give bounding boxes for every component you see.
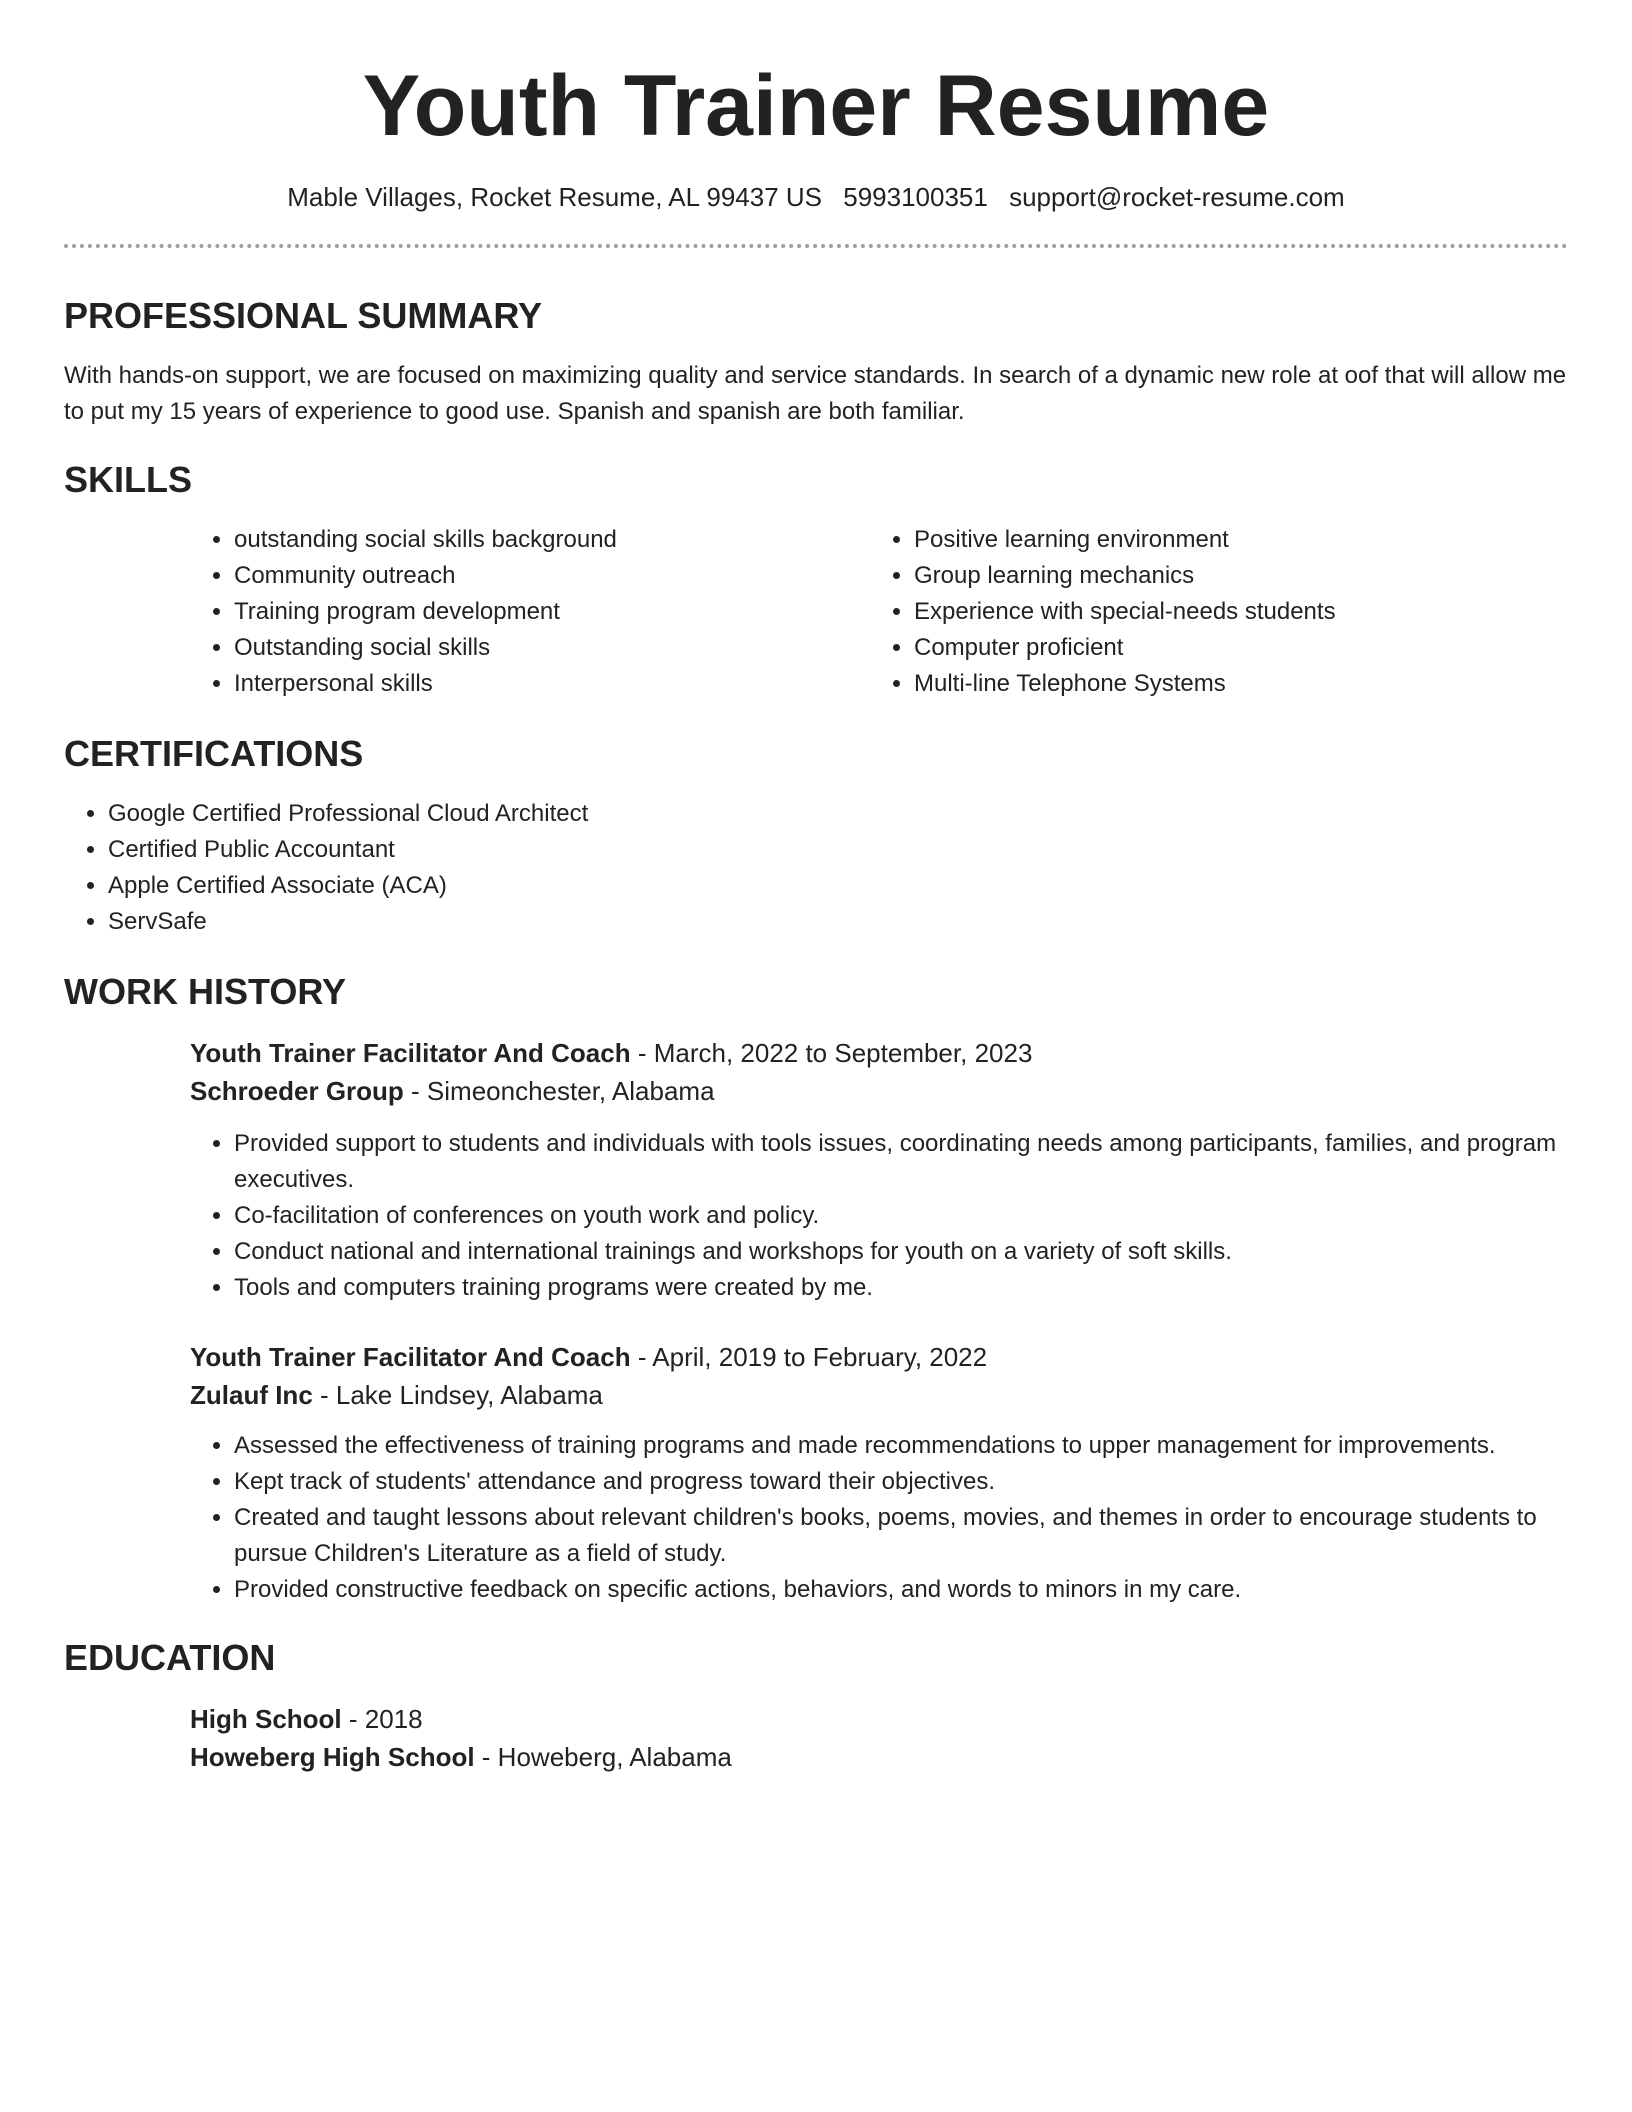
list-item: • Group learning mechanics	[914, 558, 1550, 594]
job-company-line	[190, 1376, 1568, 1414]
list-item: • Multi-line Telephone Systems	[914, 666, 1550, 702]
resume-title: Youth Trainer Resume	[362, 58, 1270, 154]
job-bullets	[190, 1126, 1568, 1306]
certifications-list	[64, 796, 1568, 940]
list-item: • Conduct national and international trainings and workshops for youth on a variety of soft skills.	[234, 1234, 1568, 1270]
list-item: • Created and taught lessons about relevant children's books, poems, movies, and themes in order to encourage students to pursue Children's Literature as a field of study.	[234, 1500, 1568, 1572]
job-title-line	[190, 1338, 1568, 1376]
list-item: • Training program development	[234, 594, 870, 630]
contact-email: support@rocket-resume.com	[1009, 182, 1345, 212]
job-location: - Simeonchester, Alabama	[403, 1076, 715, 1106]
education-location: - Howeberg, Alabama	[474, 1742, 732, 1772]
summary-text: With hands-on support, we are focused on maximizing quality and service standards. In search of a dynamic new role at oof that will allow me to put my 15 years of experience to good use. Spanish and spanish are both familiar.	[64, 362, 1567, 425]
skills-section	[64, 458, 1568, 702]
job-entry	[190, 1034, 1568, 1306]
education-school-line	[190, 1738, 1568, 1776]
education-entry	[190, 1700, 1568, 1776]
job-company: Schroeder Group	[190, 1076, 404, 1106]
skills-list-right	[870, 522, 1550, 702]
list-item: • Google Certified Professional Cloud Architect	[108, 796, 1568, 832]
certifications-heading: CERTIFICATIONS	[64, 733, 364, 774]
list-item: • Provided support to students and individuals with tools issues, coordinating needs among participants, families, and program executives.	[234, 1126, 1568, 1198]
skills-columns	[190, 522, 1568, 702]
job-entry	[190, 1338, 1568, 1608]
list-item: • Positive learning environment	[914, 522, 1550, 558]
job-dates: - April, 2019 to February, 2022	[630, 1342, 988, 1372]
list-item: • Experience with special-needs students	[914, 594, 1550, 630]
list-item: • Outstanding social skills	[234, 630, 870, 666]
job-role: Youth Trainer Facilitator And Coach	[190, 1342, 631, 1372]
job-company: Zulauf Inc	[190, 1380, 313, 1410]
education-heading: EDUCATION	[64, 1637, 276, 1678]
list-item: • Provided constructive feedback on specific actions, behaviors, and words to minors in my care.	[234, 1572, 1568, 1608]
education-school: Howeberg High School	[190, 1742, 475, 1772]
list-item: • Tools and computers training programs were created by me.	[234, 1270, 1568, 1306]
list-item: • Certified Public Accountant	[108, 832, 1568, 868]
list-item: • Apple Certified Associate (ACA)	[108, 868, 1568, 904]
list-item: • Interpersonal skills	[234, 666, 870, 702]
job-company-line	[190, 1072, 1568, 1110]
job-location: - Lake Lindsey, Alabama	[312, 1380, 603, 1410]
list-item: • Co-facilitation of conferences on youth work and policy.	[234, 1198, 1568, 1234]
job-bullets	[190, 1428, 1568, 1608]
job-title-line	[190, 1034, 1568, 1072]
certifications-section	[64, 732, 1568, 940]
list-item: • Assessed the effectiveness of training programs and made recommendations to upper management for improvements.	[234, 1428, 1568, 1464]
skills-heading: SKILLS	[64, 459, 193, 500]
contact-line	[64, 180, 1568, 214]
header-divider	[64, 244, 1568, 248]
education-degree: High School	[190, 1704, 342, 1734]
list-item: • Computer proficient	[914, 630, 1550, 666]
contact-address: Mable Villages, Rocket Resume, AL 99437 US	[287, 182, 823, 212]
work-heading: WORK HISTORY	[64, 971, 347, 1012]
resume-page	[64, 0, 1568, 1776]
education-year: - 2018	[341, 1704, 423, 1734]
summary-section	[64, 294, 1568, 430]
list-item: • Kept track of students' attendance and progress toward their objectives.	[234, 1464, 1568, 1500]
education-section	[64, 1636, 1568, 1776]
list-item: • ServSafe	[108, 904, 1568, 940]
list-item: • Community outreach	[234, 558, 870, 594]
work-section	[64, 970, 1568, 1608]
education-degree-line	[190, 1700, 1568, 1738]
skills-list-left	[190, 522, 870, 702]
job-dates: - March, 2022 to September, 2023	[630, 1038, 1033, 1068]
list-item: • outstanding social skills background	[234, 522, 870, 558]
contact-phone: 5993100351	[843, 182, 988, 212]
job-role: Youth Trainer Facilitator And Coach	[190, 1038, 631, 1068]
summary-heading: PROFESSIONAL SUMMARY	[64, 295, 543, 336]
